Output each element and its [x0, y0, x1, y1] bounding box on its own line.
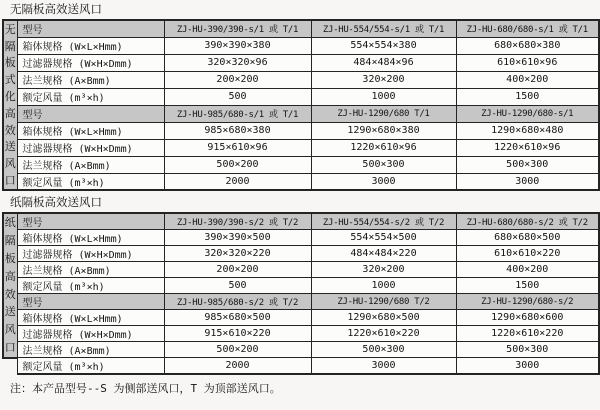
side-char: 效: [4, 287, 16, 301]
row-label-cell: 箱体规格 (W×L×Hmm): [17, 37, 164, 54]
model-header-cell: ZJ-HU-390/390-s/1 或 T/1: [164, 20, 311, 37]
spec-value-cell: 200×200: [164, 262, 311, 278]
spec-table-paper-separator: [2, 212, 600, 375]
spec-value-cell: 320×200: [311, 71, 456, 88]
spec-value-cell: 3000: [311, 358, 456, 375]
side-char: 高: [4, 269, 16, 283]
spec-value-cell: 2000: [164, 358, 311, 375]
spec-value-cell: 484×484×96: [311, 54, 456, 71]
spec-value-cell: 610×610×220: [456, 246, 599, 262]
side-char: 风: [4, 323, 16, 337]
side-char: 无: [4, 22, 16, 36]
spec-value-cell: 915×610×96: [164, 139, 311, 156]
model-header-cell: ZJ-HU-1290/680-s/1: [456, 105, 599, 122]
spec-value-cell: 200×200: [164, 71, 311, 88]
row-label-cell: 法兰规格 (A×Bmm): [17, 342, 164, 358]
row-label-cell: 额定风量 (m³×h): [17, 358, 164, 375]
model-header-cell: ZJ-HU-985/680-s/1 或 T/1: [164, 105, 311, 122]
row-label-cell: 过滤器规格 (W×H×Dmm): [17, 246, 164, 262]
side-char: 化: [4, 90, 16, 104]
spec-value-cell: 680×680×500: [456, 230, 599, 246]
spec-value-cell: 1500: [456, 278, 599, 294]
side-char: 效: [4, 123, 16, 137]
spec-value-cell: 400×200: [456, 71, 599, 88]
side-char: 送: [4, 140, 16, 154]
spec-value-cell: 400×200: [456, 262, 599, 278]
model-header-cell: ZJ-HU-390/390-s/2 或 T/2: [164, 213, 311, 230]
spec-value-cell: 500: [164, 88, 311, 105]
spec-value-cell: 1220×610×96: [311, 139, 456, 156]
model-header-cell: ZJ-HU-1290/680 T/1: [311, 105, 456, 122]
spec-value-cell: 1000: [311, 278, 456, 294]
row-label-cell: 型号: [17, 213, 164, 230]
spec-value-cell: 500×200: [164, 342, 311, 358]
row-label-cell: 型号: [17, 105, 164, 122]
row-label-cell: 过滤器规格 (W×H×Dmm): [17, 326, 164, 342]
spec-value-cell: 1290×680×380: [311, 122, 456, 139]
spec-value-cell: 3000: [456, 173, 599, 190]
spec-value-cell: 985×680×380: [164, 122, 311, 139]
side-char: 式: [4, 73, 16, 87]
spec-value-cell: 2000: [164, 173, 311, 190]
side-char: 高: [4, 106, 16, 120]
row-label-cell: 型号: [17, 294, 164, 310]
spec-value-cell: 680×680×380: [456, 37, 599, 54]
side-vertical-label: [3, 20, 17, 190]
row-label-cell: 额定风量 (m³×h): [17, 278, 164, 294]
spec-value-cell: 1220×610×220: [456, 326, 599, 342]
side-char: 风: [4, 157, 16, 171]
side-char: 隔: [4, 234, 16, 248]
spec-value-cell: 320×200: [311, 262, 456, 278]
spec-value-cell: 1220×610×96: [456, 139, 599, 156]
spec-value-cell: 500×300: [456, 342, 599, 358]
spec-value-cell: 1290×680×500: [311, 310, 456, 326]
row-label-cell: 箱体规格 (W×L×Hmm): [17, 122, 164, 139]
row-label-cell: 法兰规格 (A×Bmm): [17, 71, 164, 88]
side-vertical-label: [3, 213, 17, 358]
spec-value-cell: 1290×680×600: [456, 310, 599, 326]
row-label-cell: 箱体规格 (W×L×Hmm): [17, 310, 164, 326]
model-header-cell: ZJ-HU-680/680-s/2 或 T/2: [456, 213, 599, 230]
side-vertical-label-text: [4, 21, 17, 189]
spec-value-cell: 915×610×220: [164, 326, 311, 342]
model-header-cell: ZJ-HU-554/554-s/1 或 T/1: [311, 20, 456, 37]
spec-value-cell: 1500: [456, 88, 599, 105]
spec-value-cell: 390×390×500: [164, 230, 311, 246]
spec-value-cell: 500×200: [164, 156, 311, 173]
section-title-no-separator: 无隔板高效送风口: [10, 2, 102, 16]
footnote: 注：本产品型号--S 为侧部送风口，T 为顶部送风口。: [10, 382, 281, 395]
side-notch-spacer: [3, 358, 17, 375]
section-title-paper-separator: 纸隔板高效送风口: [10, 195, 102, 209]
spec-value-cell: 3000: [311, 173, 456, 190]
model-header-cell: ZJ-HU-1290/680 T/2: [311, 294, 456, 310]
model-header-cell: ZJ-HU-1290/680-s/2: [456, 294, 599, 310]
side-char: 口: [4, 174, 16, 188]
spec-value-cell: 1290×680×480: [456, 122, 599, 139]
model-header-cell: ZJ-HU-985/680-s/2 或 T/2: [164, 294, 311, 310]
model-header-cell: ZJ-HU-554/554-s/2 或 T/2: [311, 213, 456, 230]
side-char: 口: [4, 341, 16, 355]
row-label-cell: 过滤器规格 (W×H×Dmm): [17, 139, 164, 156]
spec-value-cell: 1000: [311, 88, 456, 105]
side-char: 板: [4, 252, 16, 266]
spec-value-cell: 610×610×96: [456, 54, 599, 71]
spec-value-cell: 320×320×220: [164, 246, 311, 262]
spec-value-cell: 1220×610×220: [311, 326, 456, 342]
side-char: 纸: [4, 216, 16, 230]
spec-value-cell: 500×300: [311, 156, 456, 173]
spec-table-paper-separator-body: [3, 213, 599, 374]
spec-value-cell: 985×680×500: [164, 310, 311, 326]
spec-value-cell: 500×300: [311, 342, 456, 358]
spec-value-cell: 554×554×500: [311, 230, 456, 246]
row-label-cell: 法兰规格 (A×Bmm): [17, 156, 164, 173]
side-vertical-label-text: [4, 214, 17, 357]
side-char: 隔: [4, 39, 16, 53]
spec-value-cell: 320×320×96: [164, 54, 311, 71]
spec-value-cell: 390×390×380: [164, 37, 311, 54]
spec-value-cell: 500×300: [456, 156, 599, 173]
side-char: 板: [4, 56, 16, 70]
row-label-cell: 箱体规格 (W×L×Hmm): [17, 230, 164, 246]
spec-value-cell: 3000: [456, 358, 599, 375]
spec-table-no-separator-body: [3, 20, 599, 190]
row-label-cell: 法兰规格 (A×Bmm): [17, 262, 164, 278]
row-label-cell: 额定风量 (m³×h): [17, 88, 164, 105]
spec-value-cell: 554×554×380: [311, 37, 456, 54]
row-label-cell: 过滤器规格 (W×H×Dmm): [17, 54, 164, 71]
row-label-cell: 型号: [17, 20, 164, 37]
spec-table-no-separator: [2, 19, 600, 191]
side-char: 送: [4, 305, 16, 319]
model-header-cell: ZJ-HU-680/680-s/1 或 T/1: [456, 20, 599, 37]
spec-value-cell: 500: [164, 278, 311, 294]
spec-value-cell: 484×484×220: [311, 246, 456, 262]
row-label-cell: 额定风量 (m³×h): [17, 173, 164, 190]
